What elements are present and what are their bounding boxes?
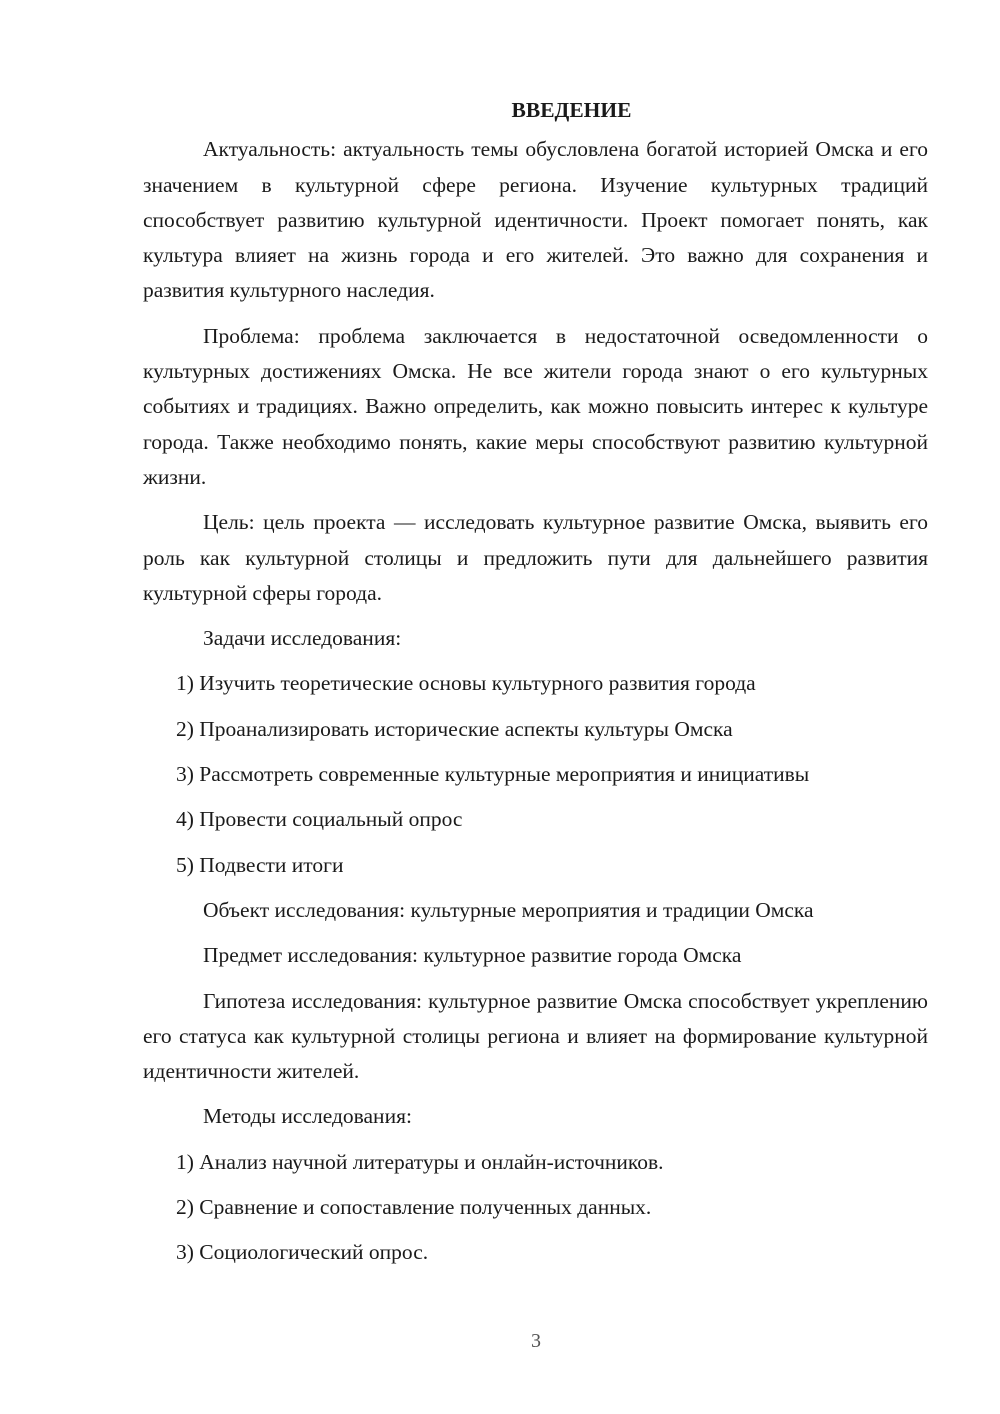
document-page xyxy=(143,93,928,1281)
tasks-heading: Задачи исследования: xyxy=(203,626,402,651)
list-item: 2) Сравнение и сопоставление полученных данных. xyxy=(176,1195,652,1220)
methods-heading: Методы исследования: xyxy=(203,1104,412,1129)
goal-paragraph: Цель: цель проекта — исследовать культурное развитие Омска, выявить его роль как культурной столицы и предложить пути для дальнейшего развития культурной сферы города. xyxy=(143,510,928,605)
methods-list xyxy=(143,1145,928,1271)
relevance-paragraph: Актуальность: актуальность темы обусловлена богатой историей Омска и его значением в культурной сфере региона. Изучение культурных традиций способствует развитию культурной идентичности. Проект помогает понять, как культура влияет на жизнь города и его жителей. Это важно для сохранения и развития культурного наследия. xyxy=(143,137,928,303)
problem-paragraph: Проблема: проблема заключается в недостаточной осведомленности о культурных достижениях Омска. Не все жители города знают о его культурных событиях и традициях. Важно определить, как можно повысить интерес к культуре города. Также необходимо понять, какие меры способствуют развитию культурной жизни. xyxy=(143,323,928,489)
list-item: 1) Анализ научной литературы и онлайн-источников. xyxy=(176,1149,664,1174)
hypothesis-paragraph: Гипотеза исследования: культурное развитие Омска способствует укреплению его статуса как культурной столицы региона и влияет на формирование культурной идентичности жителей. xyxy=(143,988,928,1084)
list-item: 3) Социологический опрос. xyxy=(176,1240,429,1265)
list-item: 2) Проанализировать исторические аспекты культуры Омска xyxy=(176,716,733,741)
page-title: ВВЕДЕНИЕ xyxy=(511,98,632,122)
subject-line: Предмет исследования: культурное развитие города Омска xyxy=(203,943,742,968)
page-number: 3 xyxy=(531,1330,541,1352)
object-line: Объект исследования: культурные мероприятия и традиции Омска xyxy=(203,897,814,922)
list-item: 1) Изучить теоретические основы культурного развития города xyxy=(176,671,756,696)
tasks-list xyxy=(143,666,928,882)
list-item: 5) Подвести итоги xyxy=(176,852,344,877)
list-item: 3) Рассмотреть современные культурные мероприятия и инициативы xyxy=(176,762,810,787)
list-item: 4) Провести социальный опрос xyxy=(176,807,463,832)
